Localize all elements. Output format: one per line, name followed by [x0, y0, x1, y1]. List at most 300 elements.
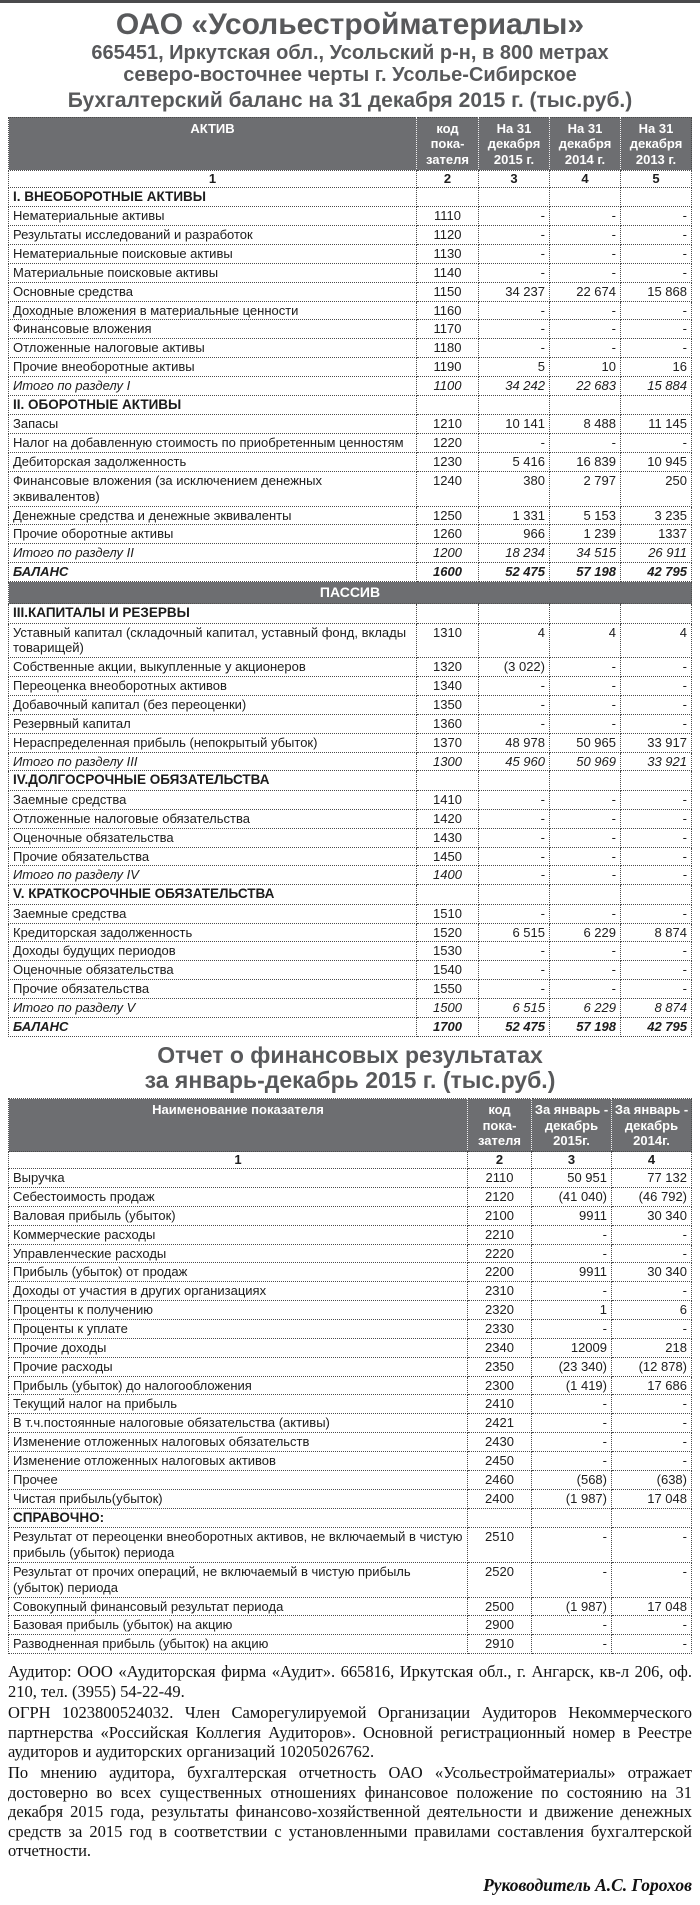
row-value: 22 683: [550, 376, 621, 395]
table-row: [9, 320, 692, 339]
row-value: -: [550, 961, 621, 980]
row-code: 1100: [417, 376, 479, 395]
row-label: Прочие внеоборотные активы: [9, 358, 417, 377]
col-header-name: Наименование показателя: [9, 1099, 468, 1152]
table-row: [9, 1433, 692, 1452]
table-row: [9, 301, 692, 320]
row-value: -: [479, 942, 550, 961]
row-code: 2410: [468, 1395, 532, 1414]
row-value: -: [550, 866, 621, 885]
row-value: 10 141: [479, 415, 550, 434]
row-label: Чистая прибыль(убыток): [9, 1489, 468, 1508]
row-value: 30 340: [612, 1263, 692, 1282]
table-row: [9, 1206, 692, 1225]
row-value: -: [532, 1528, 612, 1563]
income-statement-title-line2: за январь-декабрь 2015 г. (тыс.руб.): [144, 1067, 556, 1093]
row-code: 1110: [417, 207, 479, 226]
section-header-row: [9, 1508, 692, 1527]
row-label: Результат от переоценки внеоборотных активов, не включаемый в чистую прибыль (убыток) периода: [9, 1528, 468, 1563]
row-value: -: [612, 1282, 692, 1301]
row-code: [417, 187, 479, 206]
row-value: -: [612, 1414, 692, 1433]
document-page: [0, 3, 700, 1905]
row-value: -: [550, 434, 621, 453]
row-value: 17 686: [612, 1376, 692, 1395]
row-code: [417, 885, 479, 904]
row-value: 4: [479, 623, 550, 658]
row-label: Итого по разделу III: [9, 752, 417, 771]
row-label: Текущий налог на прибыль: [9, 1395, 468, 1414]
row-value: (1 987): [532, 1597, 612, 1616]
row-value: -: [621, 961, 692, 980]
row-value: -: [550, 658, 621, 677]
row-value: -: [621, 696, 692, 715]
row-value: -: [621, 301, 692, 320]
row-code: 2300: [468, 1376, 532, 1395]
table-row: [9, 658, 692, 677]
row-value: 52 475: [479, 1017, 550, 1036]
row-value: -: [621, 828, 692, 847]
row-value: -: [550, 980, 621, 999]
row-code: 2110: [468, 1169, 532, 1188]
row-code: [417, 395, 479, 414]
table-row: [9, 415, 692, 434]
row-code: 1340: [417, 677, 479, 696]
row-code: 1180: [417, 339, 479, 358]
row-label: Оценочные обязательства: [9, 828, 417, 847]
section-header-row: [9, 604, 692, 623]
row-code: 2510: [468, 1528, 532, 1563]
row-value: 5: [479, 358, 550, 377]
table-row: [9, 1244, 692, 1263]
row-code: 1260: [417, 525, 479, 544]
row-value: -: [479, 696, 550, 715]
row-value: -: [479, 320, 550, 339]
row-value: -: [621, 847, 692, 866]
row-code: 1250: [417, 506, 479, 525]
row-value: 15 884: [621, 376, 692, 395]
row-label: Финансовые вложения: [9, 320, 417, 339]
table-row: [9, 1395, 692, 1414]
row-code: 2210: [468, 1225, 532, 1244]
row-value: [550, 395, 621, 414]
row-code: 2310: [468, 1282, 532, 1301]
row-code: 1600: [417, 563, 479, 582]
table-row: [9, 809, 692, 828]
row-value: -: [612, 1244, 692, 1263]
income-statement-header-row: [9, 1099, 692, 1152]
company-title: ОАО «Усольестройматериалы»: [115, 8, 585, 41]
row-value: -: [479, 847, 550, 866]
row-label: Проценты к уплате: [9, 1320, 468, 1339]
row-value: -: [532, 1433, 612, 1452]
table-row: [9, 1452, 692, 1471]
row-code: 1450: [417, 847, 479, 866]
row-value: -: [479, 339, 550, 358]
row-code: 1420: [417, 809, 479, 828]
row-code: 1370: [417, 733, 479, 752]
row-value: -: [479, 980, 550, 999]
section-header-row: [9, 187, 692, 206]
row-value: 17 048: [612, 1597, 692, 1616]
income-statement-table: [8, 1098, 692, 1654]
row-label: Запасы: [9, 415, 417, 434]
row-label: Основные средства: [9, 282, 417, 301]
row-value: 42 795: [621, 1017, 692, 1036]
table-row: [9, 733, 692, 752]
row-value: 1 331: [479, 506, 550, 525]
row-value: -: [550, 320, 621, 339]
row-value: -: [532, 1225, 612, 1244]
col-header-2014: На 31 декабря 2014 г.: [550, 117, 621, 170]
row-code: 1160: [417, 301, 479, 320]
row-value: -: [479, 207, 550, 226]
row-label: Прочие расходы: [9, 1357, 468, 1376]
row-value: -: [479, 301, 550, 320]
table-row: [9, 1470, 692, 1489]
row-code: 2320: [468, 1301, 532, 1320]
table-row: [9, 790, 692, 809]
row-value: -: [550, 790, 621, 809]
row-value: (638): [612, 1470, 692, 1489]
row-code: 2340: [468, 1338, 532, 1357]
table-row: [9, 263, 692, 282]
row-value: 17 048: [612, 1489, 692, 1508]
auditor-info-paragraph: Аудитор: ООО «Аудиторская фирма «Аудит». 665816, Иркутская обл., г. Ангарск, кв-л 206, оф. 210, тел. (3955) 54-22-49.: [8, 1662, 692, 1701]
row-value: (12 878): [612, 1357, 692, 1376]
row-value: -: [621, 866, 692, 885]
col-number: 1: [9, 1152, 468, 1169]
row-code: 1350: [417, 696, 479, 715]
row-label: В т.ч.постоянные налоговые обязательства (активы): [9, 1414, 468, 1433]
row-code: 1530: [417, 942, 479, 961]
row-code: 1230: [417, 453, 479, 472]
row-value: -: [550, 677, 621, 696]
row-value: -: [621, 658, 692, 677]
row-value: -: [550, 301, 621, 320]
row-code: 2520: [468, 1562, 532, 1597]
table-row: [9, 1357, 692, 1376]
table-row: [9, 847, 692, 866]
row-label: I. ВНЕОБОРОТНЫЕ АКТИВЫ: [9, 187, 417, 206]
income-statement-header: [9, 1099, 692, 1152]
table-row: [9, 623, 692, 658]
row-value: 380: [479, 471, 550, 506]
row-value: 50 951: [532, 1169, 612, 1188]
row-value: -: [550, 263, 621, 282]
table-row: [9, 1282, 692, 1301]
row-value: [621, 604, 692, 623]
row-value: -: [532, 1452, 612, 1471]
row-value: 77 132: [612, 1169, 692, 1188]
table-row: [9, 563, 692, 582]
row-label: Совокупный финансовый результат периода: [9, 1597, 468, 1616]
row-value: 966: [479, 525, 550, 544]
table-row: [9, 244, 692, 263]
row-value: [550, 604, 621, 623]
table-row: [9, 942, 692, 961]
row-code: 1120: [417, 226, 479, 245]
row-code: 1550: [417, 980, 479, 999]
table-row: [9, 1414, 692, 1433]
col-header-code: код пока- зателя: [468, 1099, 532, 1152]
row-label: Дебиторская задолженность: [9, 453, 417, 472]
row-value: -: [621, 320, 692, 339]
row-value: -: [621, 980, 692, 999]
row-value: -: [612, 1320, 692, 1339]
row-code: 1400: [417, 866, 479, 885]
row-code: [468, 1508, 532, 1527]
row-label: Доходы от участия в других организациях: [9, 1282, 468, 1301]
row-code: 2100: [468, 1206, 532, 1225]
row-value: 18 234: [479, 544, 550, 563]
table-row: [9, 1562, 692, 1597]
table-row: [9, 1376, 692, 1395]
row-value: -: [532, 1616, 612, 1635]
table-row: [9, 339, 692, 358]
row-value: -: [550, 904, 621, 923]
row-value: 10: [550, 358, 621, 377]
row-value: -: [532, 1414, 612, 1433]
row-value: 26 911: [621, 544, 692, 563]
row-value: 10 945: [621, 453, 692, 472]
row-label: Прибыль (убыток) от продаж: [9, 1263, 468, 1282]
balance-sheet-header: [9, 117, 692, 170]
row-code: 2460: [468, 1470, 532, 1489]
row-value: -: [612, 1225, 692, 1244]
table-row: [9, 544, 692, 563]
row-value: 22 674: [550, 282, 621, 301]
row-label: СПРАВОЧНО:: [9, 1508, 468, 1527]
row-value: -: [479, 866, 550, 885]
table-row: [9, 506, 692, 525]
table-row: [9, 1169, 692, 1188]
row-label: Заемные средства: [9, 790, 417, 809]
row-label: Отложенные налоговые обязательства: [9, 809, 417, 828]
row-label: Коммерческие расходы: [9, 1225, 468, 1244]
row-value: [479, 604, 550, 623]
col-header-2015: На 31 декабря 2015 г.: [479, 117, 550, 170]
row-value: (46 792): [612, 1188, 692, 1207]
row-value: 218: [612, 1338, 692, 1357]
row-value: [621, 395, 692, 414]
row-value: 16: [621, 358, 692, 377]
row-value: 6 515: [479, 923, 550, 942]
row-value: -: [621, 226, 692, 245]
row-label: Итого по разделу I: [9, 376, 417, 395]
row-value: -: [621, 207, 692, 226]
row-value: 45 960: [479, 752, 550, 771]
row-label: Отложенные налоговые активы: [9, 339, 417, 358]
row-label: Материальные поисковые активы: [9, 263, 417, 282]
row-value: -: [532, 1244, 612, 1263]
row-value: -: [621, 263, 692, 282]
row-value: [479, 885, 550, 904]
row-value: -: [550, 244, 621, 263]
col-header-aktiv: АКТИВ: [9, 117, 417, 170]
table-row: [9, 358, 692, 377]
row-value: -: [612, 1395, 692, 1414]
row-value: -: [550, 942, 621, 961]
table-row: [9, 1017, 692, 1036]
section-header-row: [9, 771, 692, 790]
row-code: 1510: [417, 904, 479, 923]
row-code: 2350: [468, 1357, 532, 1376]
balance-sheet-header-row: [9, 117, 692, 170]
row-label: Резервный капитал: [9, 714, 417, 733]
table-row: [9, 1489, 692, 1508]
row-value: 8 874: [621, 998, 692, 1017]
col-header-jan-dec-2015: За январь - декабрь 2015г.: [532, 1099, 612, 1152]
row-value: 33 921: [621, 752, 692, 771]
row-label: IV.ДОЛГОСРОЧНЫЕ ОБЯЗАТЕЛЬСТВА: [9, 771, 417, 790]
row-code: 1140: [417, 263, 479, 282]
row-label: Изменение отложенных налоговых обязательств: [9, 1433, 468, 1452]
row-code: 2200: [468, 1263, 532, 1282]
table-row: [9, 714, 692, 733]
row-value: [612, 1508, 692, 1527]
table-row: [9, 1301, 692, 1320]
row-code: 1310: [417, 623, 479, 658]
table-row: [9, 434, 692, 453]
row-label: Прочие доходы: [9, 1338, 468, 1357]
row-value: -: [479, 677, 550, 696]
row-value: [532, 1508, 612, 1527]
row-label: Прочие обязательства: [9, 847, 417, 866]
row-code: 2500: [468, 1597, 532, 1616]
col-number: 4: [612, 1152, 692, 1169]
row-label: Кредиторская задолженность: [9, 923, 417, 942]
row-code: 2450: [468, 1452, 532, 1471]
row-value: 1: [532, 1301, 612, 1320]
row-label: Переоценка внеоборотных активов: [9, 677, 417, 696]
row-label: Нематериальные поисковые активы: [9, 244, 417, 263]
row-value: -: [612, 1562, 692, 1597]
row-value: -: [612, 1528, 692, 1563]
row-value: 5 416: [479, 453, 550, 472]
row-value: 9911: [532, 1206, 612, 1225]
row-value: -: [621, 244, 692, 263]
row-value: -: [479, 961, 550, 980]
row-value: [479, 771, 550, 790]
row-value: -: [479, 809, 550, 828]
row-value: -: [621, 339, 692, 358]
table-row: [9, 923, 692, 942]
row-value: -: [479, 434, 550, 453]
row-value: -: [621, 904, 692, 923]
row-label: Уставный капитал (складочный капитал, уставный фонд, вклады товарищей): [9, 623, 417, 658]
col-header-2013: На 31 декабря 2013 г.: [621, 117, 692, 170]
row-label: Итого по разделу II: [9, 544, 417, 563]
table-row: [9, 677, 692, 696]
row-value: 8 488: [550, 415, 621, 434]
row-value: [550, 771, 621, 790]
column-number-row: [9, 1152, 692, 1169]
row-value: 30 340: [612, 1206, 692, 1225]
row-code: 2120: [468, 1188, 532, 1207]
row-value: -: [621, 790, 692, 809]
auditor-opinion-paragraph: По мнению аудитора, бухгалтерская отчетность ОАО «Усольестройматериалы» отражает достоверно во всех существенных отношениях финансовое положение по состоянию на 31 декабря 2015 года, результаты финансово-хозяйственной деятельности и движение денежных средств за 2015 год в соответствии с установленными правилами составления бухгалтерской отчетности.: [8, 1763, 692, 1861]
row-value: (23 340): [532, 1357, 612, 1376]
row-label: Прочее: [9, 1470, 468, 1489]
row-label: Нематериальные активы: [9, 207, 417, 226]
row-value: 48 978: [479, 733, 550, 752]
row-value: -: [532, 1320, 612, 1339]
row-value: (568): [532, 1470, 612, 1489]
row-value: 50 965: [550, 733, 621, 752]
row-code: 1520: [417, 923, 479, 942]
row-code: 1360: [417, 714, 479, 733]
row-value: 4: [621, 623, 692, 658]
row-value: -: [532, 1395, 612, 1414]
row-value: 12009: [532, 1338, 612, 1357]
row-code: 2220: [468, 1244, 532, 1263]
col-number: 4: [550, 170, 621, 187]
row-value: 52 475: [479, 563, 550, 582]
row-value: 57 198: [550, 1017, 621, 1036]
row-code: 1540: [417, 961, 479, 980]
row-label: Выручка: [9, 1169, 468, 1188]
row-label: Результат от прочих операций, не включаемый в чистую прибыль (убыток) периода: [9, 1562, 468, 1597]
row-label: Разводненная прибыль (убыток) на акцию: [9, 1635, 468, 1654]
row-value: 34 515: [550, 544, 621, 563]
row-value: 2 797: [550, 471, 621, 506]
table-row: [9, 376, 692, 395]
row-label: Итого по разделу V: [9, 998, 417, 1017]
table-row: [9, 1263, 692, 1282]
section-header-row: [9, 395, 692, 414]
row-value: [621, 885, 692, 904]
row-value: -: [621, 714, 692, 733]
col-number: 3: [532, 1152, 612, 1169]
row-label: Добавочный капитал (без переоценки): [9, 696, 417, 715]
row-value: 6 229: [550, 923, 621, 942]
row-label: II. ОБОРОТНЫЕ АКТИВЫ: [9, 395, 417, 414]
row-value: (3 022): [479, 658, 550, 677]
col-number: 2: [468, 1152, 532, 1169]
table-row: [9, 866, 692, 885]
table-row: [9, 1338, 692, 1357]
row-label: Управленческие расходы: [9, 1244, 468, 1263]
row-value: [550, 885, 621, 904]
row-label: Валовая прибыль (убыток): [9, 1206, 468, 1225]
row-value: -: [479, 714, 550, 733]
row-value: -: [550, 847, 621, 866]
company-address-line2: северо-восточнее черты г. Усолье-Сибирское: [123, 64, 577, 87]
table-row: [9, 828, 692, 847]
col-number: 2: [417, 170, 479, 187]
row-code: 1300: [417, 752, 479, 771]
row-code: 1430: [417, 828, 479, 847]
row-value: [479, 187, 550, 206]
row-value: -: [621, 434, 692, 453]
row-value: -: [532, 1635, 612, 1654]
row-label: Доходные вложения в материальные ценности: [9, 301, 417, 320]
col-number: 3: [479, 170, 550, 187]
row-value: 34 237: [479, 282, 550, 301]
row-label: Прибыль (убыток) до налогообложения: [9, 1376, 468, 1395]
row-label: БАЛАНС: [9, 1017, 417, 1036]
balance-sheet-table: [8, 117, 692, 1037]
table-row: [9, 471, 692, 506]
table-row: [9, 1635, 692, 1654]
row-value: 5 153: [550, 506, 621, 525]
row-value: [550, 187, 621, 206]
row-label: Доходы будущих периодов: [9, 942, 417, 961]
director-signature: Руководитель А.С. Горохов: [483, 1874, 692, 1895]
row-value: 8 874: [621, 923, 692, 942]
row-value: -: [612, 1452, 692, 1471]
